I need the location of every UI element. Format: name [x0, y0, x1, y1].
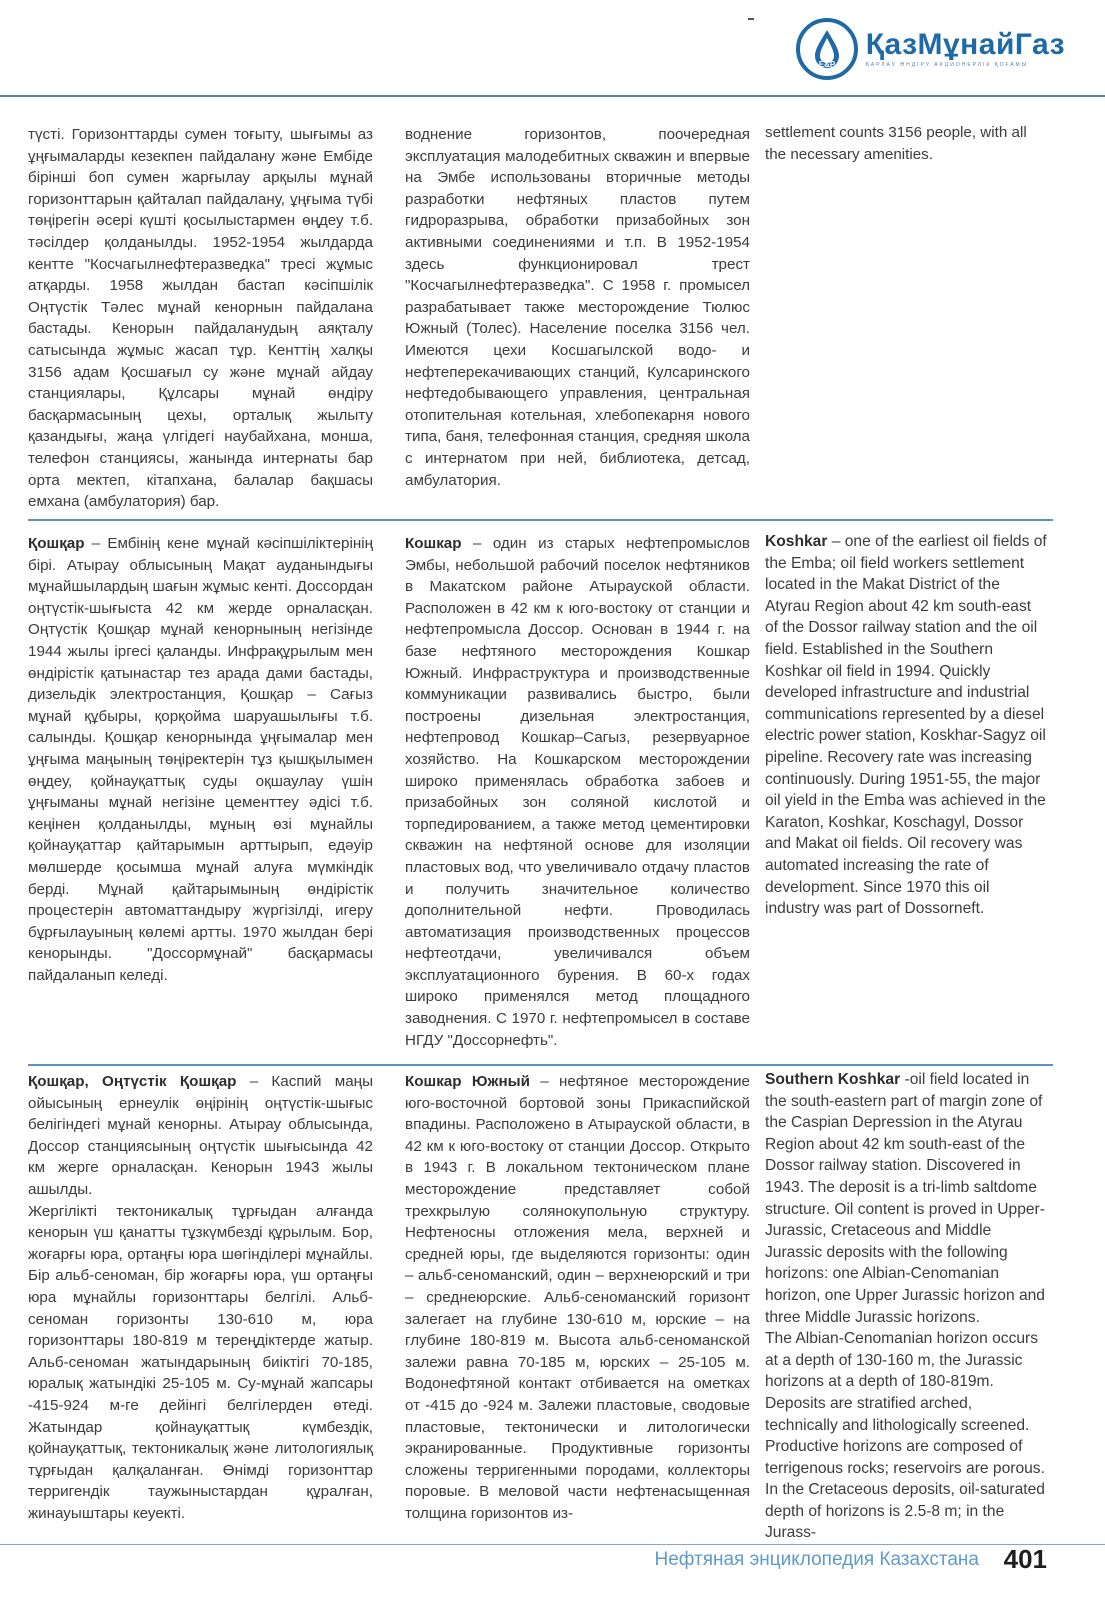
entry-koshkar-en [765, 531, 1047, 920]
entry-south-koshkar-kz [28, 1071, 373, 1524]
company-logo [796, 18, 1065, 80]
entry-term: Қошқар [28, 535, 85, 552]
entry-south-koshkar-ru [405, 1071, 750, 1524]
brand-name: ҚазМұнайГаз [865, 28, 1065, 61]
entry-body: – один из старых нефтепромыслов Эмбы, небольшой рабочий поселок нефтяников в Макатском районе Атырауской области. Расположен в 42 км к юго-востоку от станции и нефтепромысла Доссор. Основан в 1944 г. на базе нефтяного месторождения Кошкар Южный. Инфраструктура и производственные коммуникации развивались быстро, были построены дизельная электростанция, нефтепровод Кошкар–Сагыз, резервуарное хозяйство. На Кошкарском месторождении широко применялась обработка забоев и призабойных зон соляной кислотой и торпедированием, а также метод цементировки скважин на нефтяной основе для изоляции пластовых вод, что увеличивало отдачу пластов и получить значительное количество дополнительной нефти. Проводилась автоматизация производственных процессов нефтеотдачи, увеличивался объем эксплуатационного бурения. В 60-х годах широко применялся метод площадного заводнения. С 1970 г. нефтепромысел в составе НГДУ "Доссорнефть". [405, 535, 750, 1049]
entry-body: – Ембінің кене мұнай кәсіпшіліктерінің бірі. Атырау облысының Мақат ауданындығы мұнайшылардың шағын жұмыс кенті. Доссордан оңтүстік-шығыста 42 км жерде орналасқан. Оңтүстік Қошқар мұнай кенорнының негізінде 1944 жылы іргесі қаланды. Инфрақұрылым мен өндірістік қатынастар тез арада дами бастады, дизельдік электростанция, Қошқар – Сағыз мұнай құбыры, қорқойма шаруашылығы т.б. салынды. Қошқар кенорнында ұңғымалар мен ұңғыма маңының төңіректерін тұз қышқылымен өңдеу, қойнауқаттық суды оқшаулау үшін ұңғыманы мұнай негізіне цементтеу әдісі т.б. кеңінен қолданылды, мұның өзі мұнайлы қойнауқаттар қайтарымын арттырып, едәуір мөлшерде қосымша мұнай алуға мүмкіндік берді. Мұнай қайтарымының өндірістік процестерін автоматтандыру жүргізілді, игеру бұрғылауының көлемі артты. 1970 жылдан бері кенорынды. "Доссормұнай" басқармасы пайдаланып келеді. [28, 535, 373, 984]
entry-term: Southern Koshkar [765, 1071, 901, 1088]
entry-body: – нефтяное месторождение юго-восточной бортовой зоны Прикаспийской впадины. Расположено в Атырауской области, в 42 км к юго-востоку от станции Доссор. Открыто в 1943 г. В локальном тектоническом плане месторождение представляет собой трехкрылую солянокупольную структуру. Нефтеносны отложения мела, верхней и средней юры, где выделяются горизонты: один – альб-сеноманский, один – верхнеюрский и три – среднеюрские. Альб-сеноманский горизонт залегает на глубине 130-610 м, юрские – на глубине 180-819 м. Высота альб-сеноманской залежи равна 70-185 м, юрских – 25-105 м. Водонефтяной контакт отбивается на ометках от -415 до -924 м. Залежи пластовые, сводовые пластовые, тектонически и литологически экранированные. Продуктивные горизонты сложены терригенными породами, коллекторы поровые. В меловой части нефтенасыщенная толщина горизонтов из- [405, 1073, 750, 1522]
entry-term: Қошқар, Оңтүстік Қошқар [28, 1073, 237, 1090]
entry-term: Koshkar [765, 533, 828, 550]
entry-term: Кошкар [405, 535, 462, 552]
section-divider [28, 519, 1053, 521]
logo-badge-text: E&P [818, 60, 835, 69]
entry-top-ru: воднение горизонтов, поочередная эксплуатация малодебитных скважин и впервые на Эмбе использованы вторичные методы разработки нефтяных пластов путем гидроразрыва, обработки призабойных зон активными соединениями и т.п. В 1952-1954 здесь функционировал трест "Косчагылнефтеразведка". С 1958 г. промысел разрабатывает также месторождение Тюлюс Южный (Толес). Население поселка 3156 чел. Имеются цехи Косшагылской водо- и нефтеперекачивающих станций, Кулсаринского нефтедобывающего управления, центральная отопительная котельная, хлебопекарня нового типа, баня, телефонная станция, средняя школа с интернатом при ней, библиотека, детсад, амбулатория. [405, 126, 750, 489]
brand-tagline: БАРЛАУ ӨНДІРУ АКЦИОНЕРЛІК ҚОҒАМЫ [865, 62, 1029, 68]
header-rule [0, 95, 1105, 97]
entry-top-kz: түсті. Горизонттарды сумен тоғыту, шығымы аз ұңғымаларды кезекпен пайдалану және Ембіде бірінші боп сумен жарғылау арқылы мұнай горизонттарын қайталап пайдалану, ұңғыма түбі төңірегін әсері күшті қосылыстармен өңдеу т.б. тәсілдер қолданылды. 1952-1954 жылдарда кентте "Косчагылнефтеразведка" тресі жұмыс атқарды. 1958 жылдан бастап кәсіпшілік Оңтүстік Тәлес мұнай кенорнын пайдалана бастады. Кенорын пайдаланудың аяқталу сатысында жұмыс жасап тұр. Кенттің халқы 3156 адам Қосшағыл су және мұнай айдау станциялары, Құлсары мұнай өндіру басқармасының цехы, орталық жылыту қазандығы, жаңа үлгідегі наубайхана, монша, телефон станциясы, жанында интернаты бар орта мектеп, кітапхана, балалар бақшасы емхана (амбулатория) бар. [28, 126, 373, 511]
entry-top-en: settlement counts 3156 people, with all the necessary amenities. [765, 124, 1027, 163]
header-mark [748, 18, 754, 20]
drop-emblem-icon [796, 18, 858, 80]
entry-koshkar-ru [405, 533, 750, 1051]
page-number: 401 [1003, 1544, 1047, 1574]
entry-body: – Каспий маңы ойысының ернеулік өңірінің оңтүстік-шығыс белігіндегі мұнай кенорны. Атырау облысында, Доссор станциясының оңтүстік шығысында 42 км жерге орналасқан. Кенорын 1943 жылы ашылды. Жергілікті тектоникалық тұрғыдан алғанда кенорын үш қанатты тұзкүмбезді құрылым. Бор, жоғарғы юра, ортаңғы юра шөгінділері мұнайлы. Бір альб-сеноман, бір жоғарғы юра, үш ортаңғы юра мұнайлы горизонттары белгілі. Альб-сеноман горизонты 130-610 м, юра горизонттары 180-819 м тереңдіктерде жатыр. Альб-сеноман жатындарының биіктігі 70-185, юралық жатындікі 25-105 м. Су-мұнай жапсары -415-924 м-ге дейінгі белгілерден өтеді. Жатындар қойнауқаттық күмбездік, қойнауқаттық, тектоникалық және литологиялық тұрғыдан қалқаланған. Өнімді горизонттар терригендік таужыныстардан құралған, жинауыштары кеуекті. [28, 1073, 373, 1522]
entry-koshkar-kz [28, 533, 373, 986]
footer-rule [0, 1544, 1105, 1545]
entry-south-koshkar-en [765, 1069, 1047, 1544]
entry-term: Кошкар Южный [405, 1073, 530, 1090]
section-divider [28, 1064, 1053, 1066]
entry-body: – one of the earliest oil fields of the Emba; oil field workers settlement located in the Makat District of the Atyrau Region about 42 km south-east of the Dossor railway station and the oil field. Established in the Southern Koshkar oil field in 1994. Quickly developed infrastructure and industrial communications represented by a diesel electric power station, Koskhar-Sagyz oil pipeline. Recovery rate was increasing continuously. During 1951-55, the major oil yield in the Emba was achieved in the Karaton, Koshkar, Koschagyl, Dossor and Makat oil fields. Oil recovery was automated increasing the rate of development. Since 1970 this oil industry was part of Dossorneft. [765, 533, 1047, 918]
entry-body: -oil field located in the south-eastern part of margin zone of the Caspian Depression in the Atyrau Region about 42 km south-east of the Dossor railway station. Discovered in 1943. The deposit is a tri-limb saltdome structure. Oil content is proved in Upper-Jurassic, Cretaceous and Middle Jurassic deposits with the following horizons: one Albian-Cenomanian horizon, one Upper Jurassic horizon and three Middle Jurassic horizons. The Albian-Cenomanian horizon occurs at a depth of 130-160 m, the Jurassic horizons at a depth of 180-819m. Deposits are stratified arched, technically and lithologically screened. Productive horizons are composed of terrigenous rocks; reservoirs are porous. In the Cretaceous deposits, oil-saturated depth of horizons is 2.5-8 m; in the Jurass- [765, 1071, 1045, 1542]
encyclopedia-title: Нефтяная энциклопедия Казахстана [654, 1549, 979, 1570]
